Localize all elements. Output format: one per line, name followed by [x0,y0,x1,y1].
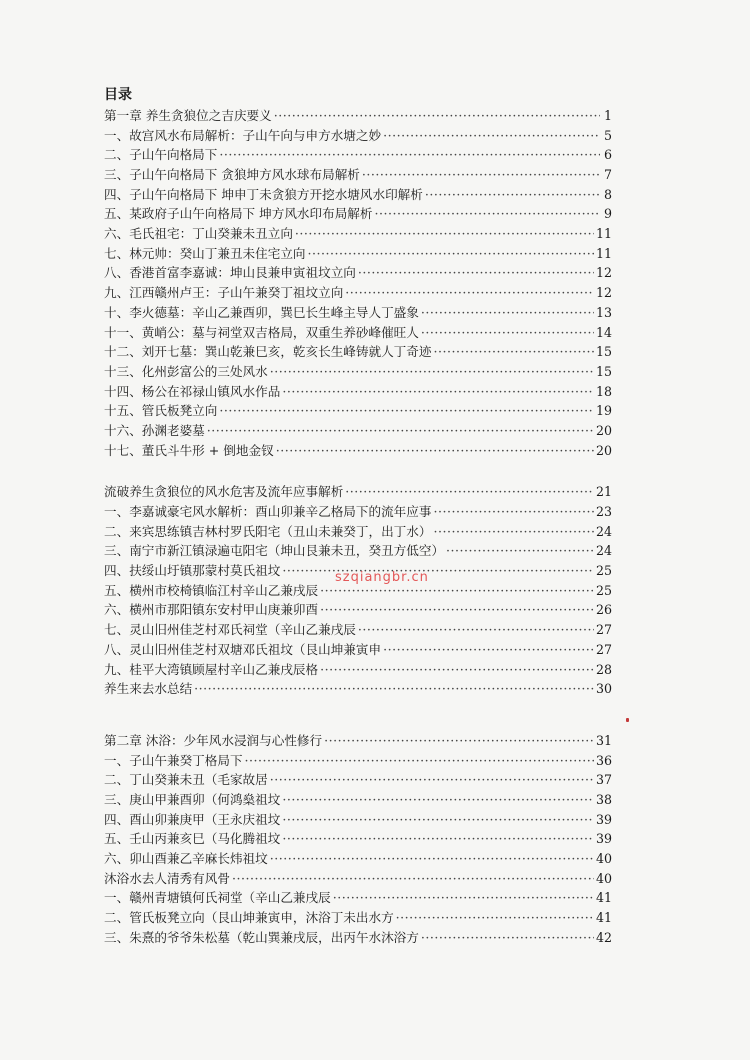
toc-entry-title: 三、南宁市新江镇渌遍屯阳宅（坤山艮兼未丑，癸丑方低空） [104,543,445,559]
toc-entry-title: 五、横州市校椅镇临江村辛山乙兼戌辰 [104,582,319,598]
toc-entry[interactable] [104,303,612,323]
toc-entry[interactable] [104,126,612,146]
toc-entry[interactable] [104,829,612,849]
toc-entry[interactable] [104,401,612,421]
dot-leader [270,362,594,382]
toc-entry-title: 十、李火德墓：辛山乙兼酉卯，巽巳长生峰主导人丁盛象 [104,304,419,320]
toc-entry-page: 9 [603,206,612,222]
dot-leader [308,244,594,264]
toc-entry[interactable] [104,106,612,126]
toc-entry-page: 39 [595,831,612,847]
toc-entry-page: 23 [595,504,612,520]
toc-entry-title: 九、江西赣州卢王：子山午兼癸丁祖坟立向 [104,285,344,301]
toc-entry[interactable] [104,908,612,928]
section-gap [104,699,612,731]
toc-entry[interactable] [104,869,612,889]
toc-entry-title: 第二章 沐浴：少年风水浸润与心性修行 [104,732,323,748]
section-gap [104,460,612,482]
toc-entry[interactable] [104,620,612,640]
toc-entry-page: 41 [595,890,612,906]
dot-leader [270,849,594,869]
toc-entry[interactable] [104,441,612,461]
dot-leader [282,561,594,581]
dot-leader [383,126,600,146]
toc-entry-page: 42 [595,929,612,945]
dot-leader [433,502,594,522]
toc-entry[interactable] [104,541,612,561]
toc-entry-page: 6 [603,147,612,163]
dot-leader [282,790,594,810]
toc-entry-page: 27 [595,622,612,638]
toc-entry-page: 7 [603,167,612,183]
toc-entry-title: 一、赣州青塘镇何氏祠堂（辛山乙兼戌辰 [104,890,331,906]
toc-entry-title: 十七、董氏斗牛形 + 倒地金钗 [104,442,274,458]
toc-entry-title: 八、灵山旧州佳芝村双塘邓氏祖坟（艮山坤兼寅申 [104,641,382,657]
toc-entry-page: 25 [595,582,612,598]
toc-entry-page: 11 [595,245,612,261]
dot-leader [358,620,594,640]
toc-entry[interactable] [104,382,612,402]
toc-entry[interactable] [104,342,612,362]
toc-entry-page: 41 [595,910,612,926]
toc-entry[interactable] [104,185,612,205]
toc-entry-page: 40 [595,851,612,867]
toc-entry-page: 14 [595,324,612,340]
toc-entry-title: 二、丁山癸兼未丑（毛家故居 [104,772,268,788]
dot-leader [320,601,594,621]
toc-entry-page: 19 [595,403,612,419]
toc-entry-title: 六、毛氏祖宅：丁山癸兼未丑立向 [104,226,293,242]
toc-entry[interactable] [104,421,612,441]
toc-entry[interactable] [104,145,612,165]
toc-entry-page: 27 [595,641,612,657]
toc-entry-title: 九、桂平大湾镇顾屋村辛山乙兼戌辰格 [104,661,319,677]
dot-leader [282,382,594,402]
dot-leader [345,283,594,303]
toc-section-3 [104,731,612,948]
toc-entry-page: 26 [595,602,612,618]
toc-entry[interactable] [104,522,612,542]
toc-entry-title: 四、子山午向格局下 坤申丁未贪狼方开挖水塘风水印解析 [104,186,423,202]
toc-entry[interactable] [104,640,612,660]
toc-entry-page: 12 [595,265,612,281]
toc-entry[interactable] [104,810,612,830]
toc-entry[interactable] [104,751,612,771]
toc-entry-title: 六、横州市那阳镇东安村甲山庚兼卯酉 [104,602,319,618]
toc-entry[interactable] [104,482,612,502]
toc-entry-title: 十二、刘开七墓：巽山乾兼巳亥，乾亥长生峰铸就人丁奇迹 [104,344,432,360]
toc-entry-page: 24 [595,523,612,539]
dot-leader [421,323,594,343]
toc-entry-title: 十六、孙渊老婆墓 [104,422,205,438]
toc-entry-page: 18 [595,383,612,399]
dot-leader [358,264,594,284]
toc-entry[interactable] [104,660,612,680]
dot-leader [320,660,594,680]
toc-entry[interactable] [104,790,612,810]
toc-entry-title: 七、灵山旧州佳芝村邓氏祠堂（辛山乙兼戌辰 [104,622,356,638]
toc-entry-page: 31 [595,732,612,748]
toc-entry-page: 39 [595,811,612,827]
dot-leader [383,640,594,660]
toc-entry[interactable] [104,888,612,908]
toc-entry[interactable] [104,165,612,185]
toc-entry-page: 37 [595,772,612,788]
toc-entry-page: 12 [595,285,612,301]
toc-entry-page: 11 [595,226,612,242]
toc-entry-title: 十三、化州彭富公的三处风水 [104,363,268,379]
dot-leader [194,679,594,699]
toc-entry[interactable] [104,770,612,790]
toc-entry-page: 38 [595,791,612,807]
toc-entry-page: 8 [603,186,612,202]
toc-entry-page: 28 [595,661,612,677]
toc-title: 目录 [104,87,132,103]
dot-leader [219,401,594,421]
toc-entry-page: 21 [595,484,612,500]
toc-entry-title: 六、卯山酉兼乙辛麻长炜祖坟 [104,851,268,867]
toc-entry-title: 八、香港首富李嘉诚：坤山艮兼申寅祖坟立向 [104,265,356,281]
toc-entry-page: 1 [603,107,612,123]
dot-leader [282,810,594,830]
dot-leader [421,303,594,323]
toc-entry-title: 一、故宫风水布局解析：子山午向与申方水塘之妙 [104,127,382,143]
toc-section-2 [104,482,612,699]
toc-entry-title: 一、子山午兼癸丁格局下 [104,752,243,768]
toc-entry-page: 20 [595,442,612,458]
dot-leader [282,829,594,849]
dot-leader [345,482,594,502]
toc-entry[interactable] [104,204,612,224]
toc-entry-title: 沐浴水去人清秀有风骨 [104,870,230,886]
toc-entry-page: 5 [603,127,612,143]
toc-entry-title: 二、子山午向格局下 [104,147,218,163]
toc-entry-title: 四、扶绥山圩镇那蒙村莫氏祖坟 [104,563,281,579]
dot-leader [274,106,600,126]
dot-leader [362,165,600,185]
toc-entry-page: 24 [595,543,612,559]
toc-entry-page: 36 [595,752,612,768]
toc-entry[interactable] [104,679,612,699]
toc-entry[interactable] [104,264,612,284]
dot-leader [433,342,594,362]
dot-leader [219,145,600,165]
toc-entry-title: 二、来宾思练镇吉林村罗氏阳宅（丑山未兼癸丁，出丁水） [104,523,432,539]
toc-section-1 [104,106,612,460]
toc-entry[interactable] [104,849,612,869]
dot-leader [374,204,600,224]
toc-entry-page: 30 [595,681,612,697]
toc-entry[interactable] [104,502,612,522]
watermark-text: szqiangbr.cn [335,570,429,585]
toc-entry-title: 三、朱熹的爷爷朱松墓（乾山巽兼戌辰，出丙午水沐浴方 [104,929,419,945]
dot-leader [421,928,594,948]
toc-entry-title: 一、李嘉诚豪宅风水解析：酉山卯兼辛乙格局下的流年应事 [104,504,432,520]
toc-entry-page: 15 [595,363,612,379]
dot-leader [433,522,594,542]
toc-entry-title: 十一、黄峭公：墓与祠堂双吉格局，双重生养砂峰催旺人 [104,324,419,340]
toc-entry-page: 40 [595,870,612,886]
toc-entry-title: 二、管氏板凳立向（艮山坤兼寅申，沐浴丁未出水方 [104,910,394,926]
toc-entry-title: 七、林元帅：癸山丁兼丑未住宅立向 [104,245,306,261]
dot-leader [207,421,594,441]
toc-entry-title: 三、子山午向格局下 贪狼坤方风水球布局解析 [104,167,360,183]
scan-speck [626,718,629,722]
dot-leader [276,441,594,461]
dot-leader [270,770,594,790]
toc-entry[interactable] [104,928,612,948]
toc-entry-page: 20 [595,422,612,438]
toc-entry-title: 四、酉山卯兼庚甲（王永庆祖坟 [104,811,281,827]
toc-entry[interactable] [104,362,612,382]
dot-leader [446,541,594,561]
toc-entry[interactable] [104,224,612,244]
toc-entry-title: 十五、管氏板凳立向 [104,403,218,419]
toc-entry-title: 三、庚山甲兼酉卯（何鸿燊祖坟 [104,791,281,807]
dot-leader [295,224,594,244]
toc-entry-page: 25 [595,563,612,579]
dot-leader [333,888,594,908]
dot-leader [324,731,594,751]
toc-entry[interactable] [104,601,612,621]
toc-entry-title: 流破养生贪狼位的风水危害及流年应事解析 [104,484,344,500]
toc-entry-page: 13 [595,304,612,320]
toc-entry[interactable] [104,323,612,343]
dot-leader [396,908,594,928]
toc-entry-title: 第一章 养生贪狼位之吉庆要义 [104,107,272,123]
dot-leader [425,185,600,205]
toc-entry-title: 十四、杨公在祁禄山镇风水作品 [104,383,281,399]
toc-entry-title: 五、壬山丙兼亥巳（马化腾祖坟 [104,831,281,847]
dot-leader [232,869,594,889]
toc-entry[interactable] [104,283,612,303]
toc-entry-page: 15 [595,344,612,360]
dot-leader [245,751,594,771]
toc-entry-title: 养生来去水总结 [104,681,193,697]
toc-entry[interactable] [104,731,612,751]
toc-page [104,84,612,948]
toc-entry-title: 五、某政府子山午向格局下 坤方风水印布局解析 [104,206,373,222]
toc-entry[interactable] [104,244,612,264]
